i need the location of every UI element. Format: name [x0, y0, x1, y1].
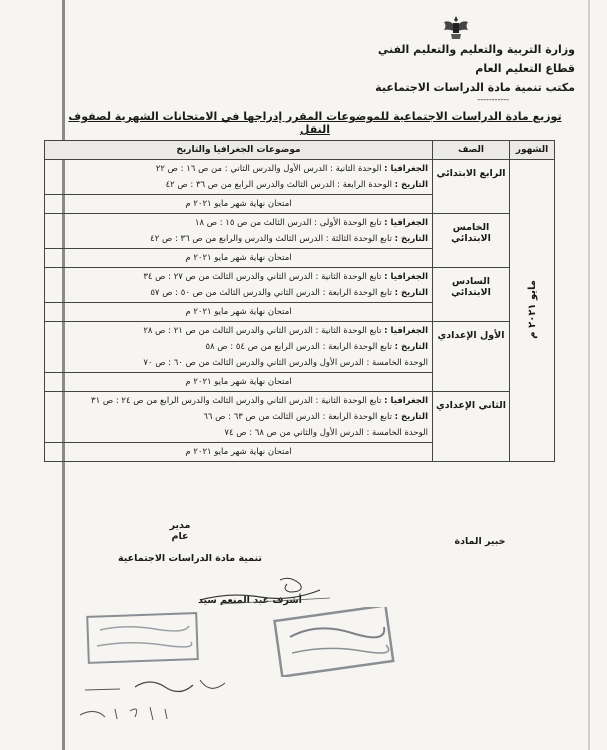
topic-line	[49, 231, 428, 247]
page-edge-line	[588, 0, 590, 750]
topic-text: تابع الوحدة الثانية : الدرس الثاني والدرس الثالث والدرس الرابع من ص ٢٤ : ص ٣١	[91, 396, 385, 406]
topic-line	[49, 161, 428, 177]
director-name: أشرف عبد المنعم سيد	[198, 595, 302, 606]
subject-label: التاريخ :	[394, 288, 428, 298]
topics-cell	[45, 268, 433, 303]
office-stamp	[272, 607, 397, 677]
topic-line	[49, 425, 428, 441]
exam-label: امتحان نهاية شهر مايو ٢٠٢١ م	[185, 253, 292, 263]
eagle-emblem-icon	[441, 14, 471, 42]
subject-label: الجغرافيا :	[384, 272, 428, 282]
topic-line	[49, 409, 428, 425]
subject-label: التاريخ :	[394, 234, 428, 244]
topic-line	[49, 323, 428, 339]
exam-cell	[45, 303, 433, 322]
topic-line	[49, 393, 428, 409]
table-row	[45, 392, 555, 443]
table-row	[45, 322, 555, 373]
month-cell	[510, 160, 555, 462]
exam-label: امتحان نهاية شهر مايو ٢٠٢١ م	[185, 199, 292, 209]
exam-cell	[45, 443, 433, 462]
handwritten-date	[75, 665, 245, 725]
topic-text: تابع الوحدة الرابعة : الدرس الثاني والدرس الثالث من ص ٥٠ : ص ٥٧	[150, 288, 395, 298]
topic-text: تابع الوحدة الثانية : الدرس الثاني والدرس الثالث من ص ٢٧ : ص ٣٤	[143, 272, 385, 282]
topic-line	[49, 339, 428, 355]
director-title: مدير عام	[169, 520, 191, 542]
sector-name: قطاع التعليم العام	[475, 62, 575, 75]
topic-line	[49, 215, 428, 231]
table-header-row	[45, 141, 555, 160]
grade-cell: الأول الإعدادي	[433, 322, 510, 392]
topics-cell	[45, 160, 433, 195]
topics-cell	[45, 322, 433, 373]
subject-label: التاريخ :	[394, 180, 428, 190]
topic-text: تابع الوحدة الأولى : الدرس الثالث من ص ١٥ : ص ١٨	[194, 218, 385, 228]
director-office: تنمية مادة الدراسات الاجتماعية	[118, 553, 262, 564]
header-month: الشهور	[510, 141, 555, 160]
exam-cell	[45, 195, 433, 214]
office-name: مكتب تنمية مادة الدراسات الاجتماعية	[375, 81, 575, 94]
subject-label: الجغرافيا :	[384, 218, 428, 228]
topic-text: الوحدة الرابعة : الدرس الثالث والدرس الرابع من ص ٣٦ : ص ٤٢	[165, 180, 395, 190]
exam-cell	[45, 373, 433, 392]
topic-line	[49, 269, 428, 285]
subject-label: الجغرافيا :	[384, 326, 428, 336]
ministry-name: وزارة التربية والتعليم والتعليم الفني	[377, 43, 575, 56]
rectangular-stamp	[85, 612, 200, 664]
document-title: توزيع مادة الدراسات الاجتماعية للموضوعات المقرر إدراجها في الامتحانات الشهرية لصفوف النقل	[68, 110, 562, 136]
grade-cell: الرابع الابتدائي	[433, 160, 510, 214]
table-row	[45, 214, 555, 249]
handwritten-signature	[190, 570, 340, 610]
topics-cell	[45, 214, 433, 249]
subject-label: التاريخ :	[394, 342, 428, 352]
subject-expert-label: خبير المادة	[454, 536, 506, 547]
grade-cell: الثاني الإعدادي	[433, 392, 510, 462]
subject-label: التاريخ :	[394, 412, 428, 422]
exam-label: امتحان نهاية شهر مايو ٢٠٢١ م	[185, 377, 292, 387]
topic-text: تابع الوحدة الثالثة : الدرس الثالث والدرس والرابع من ص ٣٦ : ص ٤٢	[150, 234, 395, 244]
topic-line	[49, 355, 428, 371]
subject-label: الجغرافيا :	[384, 396, 428, 406]
exam-label: امتحان نهاية شهر مايو ٢٠٢١ م	[185, 307, 292, 317]
topics-cell	[45, 392, 433, 443]
topic-text: تابع الوحدة الرابعة : الدرس الثالث من ص ٦٣ : ص ٦٦	[203, 412, 395, 422]
header-separator: -----------	[477, 95, 509, 104]
table-row	[45, 160, 555, 195]
ministry-header	[335, 40, 575, 103]
topic-text: الوحدة الثانية : الدرس الأول والدرس الثاني : من ص ١٦ : ص ٢٢	[155, 164, 385, 174]
grade-cell: الخامس الابتدائي	[433, 214, 510, 268]
topic-text: تابع الوحدة الثانية : الدرس الثاني والدرس الثالث من ص ٢١ : ص ٢٨	[143, 326, 385, 336]
grade-cell: السادس الابتدائي	[433, 268, 510, 322]
topic-text: الوحدة الخامسة : الدرس الأول والثاني من ص ٦٨ : ص ٧٤	[224, 428, 428, 438]
topic-line	[49, 177, 428, 193]
exam-cell	[45, 249, 433, 268]
table-row	[45, 268, 555, 303]
topic-line	[49, 285, 428, 301]
topic-text: تابع الوحدة الرابعة : الدرس الرابع من ص ٥٤ : ص ٥٨	[205, 342, 395, 352]
exam-label: امتحان نهاية شهر مايو ٢٠٢١ م	[185, 447, 292, 457]
header-topics: موضوعات الجغرافيا والتاريخ	[45, 141, 433, 160]
topic-text: الوحدة الخامسة : الدرس الأول والدرس الثاني والدرس الثالث من ص ٦٠ : ص ٧٠	[143, 358, 428, 368]
header-grade: الصف	[433, 141, 510, 160]
schedule-table	[44, 140, 555, 462]
subject-label: الجغرافيا :	[384, 164, 428, 174]
month-label: مايو ٢٠٢١ م	[526, 279, 538, 339]
